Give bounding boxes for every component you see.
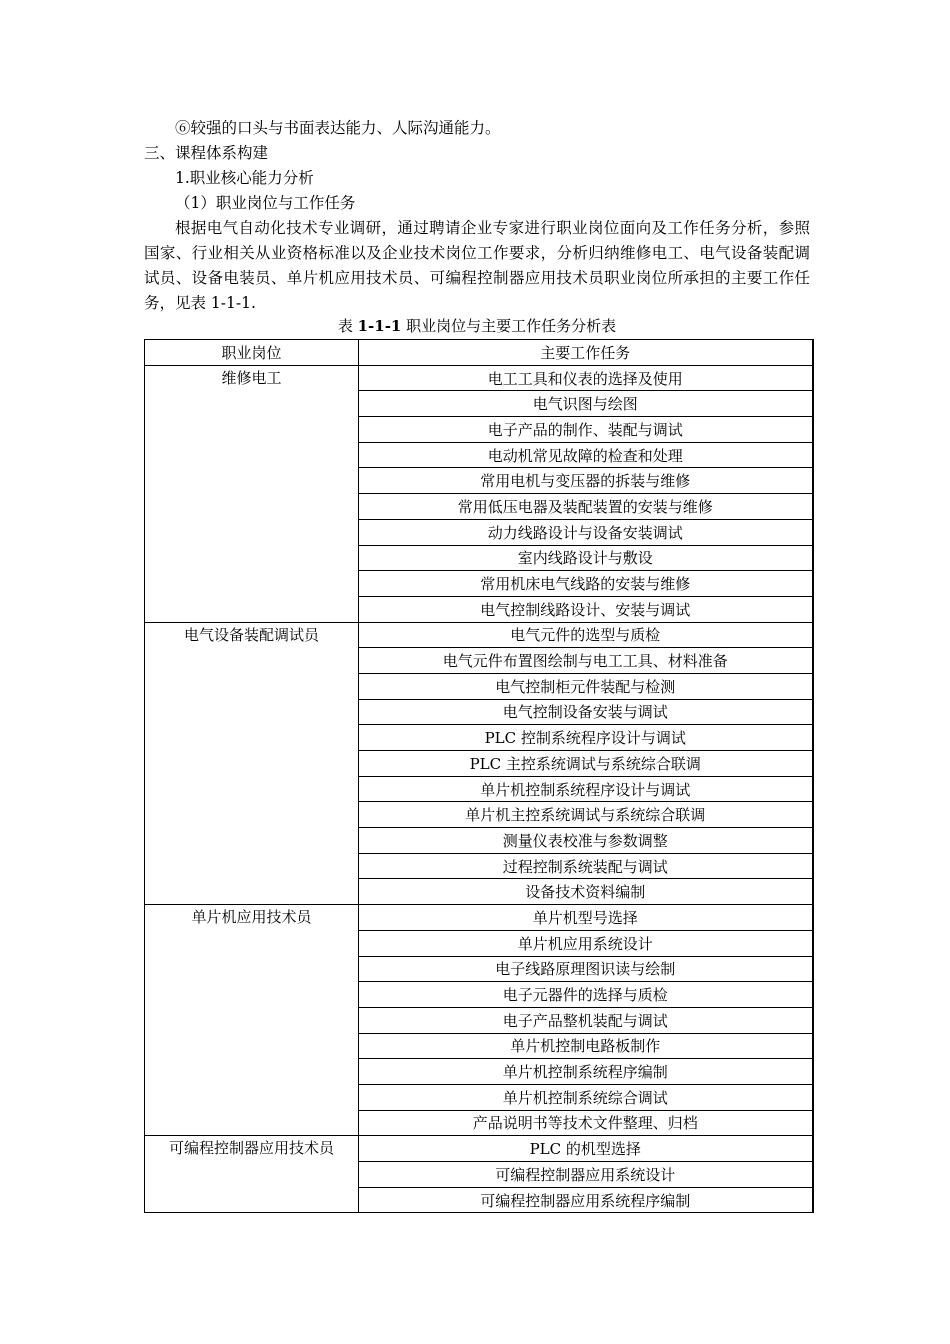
task-cell: 可编程控制器应用系统设计 [359,1162,813,1188]
subheading-core-ability: 1.职业核心能力分析 [175,169,314,187]
task-cell: PLC 控制系统程序设计与调试 [359,725,813,751]
ability-item: ⑥较强的口头与书面表达能力、人际沟通能力。 [175,119,501,137]
task-cell: 常用低压电器及装配装置的安装与维修 [359,494,813,520]
task-cell: 测量仪表校准与参数调整 [359,828,813,854]
task-cell: 单片机主控系统调试与系统综合联调 [359,802,813,828]
task-cell: 单片机型号选择 [359,905,813,931]
task-cell: 可编程控制器应用系统程序编制 [359,1187,813,1213]
task-cell: 电子线路原理图识读与绘制 [359,956,813,982]
task-cell: 电子元器件的选择与质检 [359,982,813,1008]
task-cell: 常用电机与变压器的拆装与维修 [359,468,813,494]
subheading-posts-tasks: （1）职业岗位与工作任务 [175,194,356,212]
task-cell: 电气控制线路设计、安装与调试 [359,596,813,622]
posts-tasks-table [144,339,814,1213]
table-header-row [145,340,813,366]
task-cell: 过程控制系统装配与调试 [359,853,813,879]
task-cell: 单片机控制系统程序编制 [359,1059,813,1085]
task-cell: 单片机控制系统综合调试 [359,1084,813,1110]
task-cell: 设备技术资料编制 [359,879,813,905]
task-cell: 动力线路设计与设备安装调试 [359,519,813,545]
post-cell: 单片机应用技术员 [145,905,359,1136]
table-caption [144,316,810,336]
caption-title: 职业岗位与主要工作任务分析表 [401,317,617,335]
task-cell: 电气元件布置图绘制与电工工具、材料准备 [359,648,813,674]
table-body [145,365,813,1213]
task-cell: 电动机常见故障的检查和处理 [359,442,813,468]
table-row [145,365,813,391]
header-tasks: 主要工作任务 [359,340,813,366]
section-heading: 三、课程体系构建 [144,144,269,162]
table-row [145,622,813,648]
task-cell: 电工工具和仪表的选择及使用 [359,365,813,391]
caption-number: 1-1-1 [357,317,402,335]
task-cell: PLC 的机型选择 [359,1136,813,1162]
task-cell: PLC 主控系统调试与系统综合联调 [359,751,813,777]
task-cell: 电子产品整机装配与调试 [359,1007,813,1033]
task-cell: 室内线路设计与敷设 [359,545,813,571]
post-cell: 维修电工 [145,365,359,622]
task-cell: 电子产品的制作、装配与调试 [359,417,813,443]
caption-prefix: 表 [337,317,358,335]
intro-paragraph: 根据电气自动化技术专业调研，通过聘请企业专家进行职业岗位面向及工作任务分析，参照国家、行业相关从业资格标准以及企业技术岗位工作要求，分析归纳维修电工、电气设备装配调试员、设备电装员、单片机应用技术员、可编程控制器应用技术员职业岗位所承担的主要工作任务，见表 1-1-1. [144,219,810,312]
post-cell: 电气设备装配调试员 [145,622,359,905]
task-cell: 电气元件的选型与质检 [359,622,813,648]
task-cell: 产品说明书等技术文件整理、归档 [359,1110,813,1136]
task-cell: 常用机床电气线路的安装与维修 [359,571,813,597]
header-post: 职业岗位 [145,340,359,366]
task-cell: 单片机应用系统设计 [359,930,813,956]
task-cell: 电气控制柜元件装配与检测 [359,673,813,699]
table-row [145,905,813,931]
task-cell: 单片机控制电路板制作 [359,1033,813,1059]
table-row [145,1136,813,1162]
post-cell: 可编程控制器应用技术员 [145,1136,359,1213]
task-cell: 电气识图与绘图 [359,391,813,417]
task-cell: 单片机控制系统程序设计与调试 [359,776,813,802]
task-cell: 电气控制设备安装与调试 [359,699,813,725]
